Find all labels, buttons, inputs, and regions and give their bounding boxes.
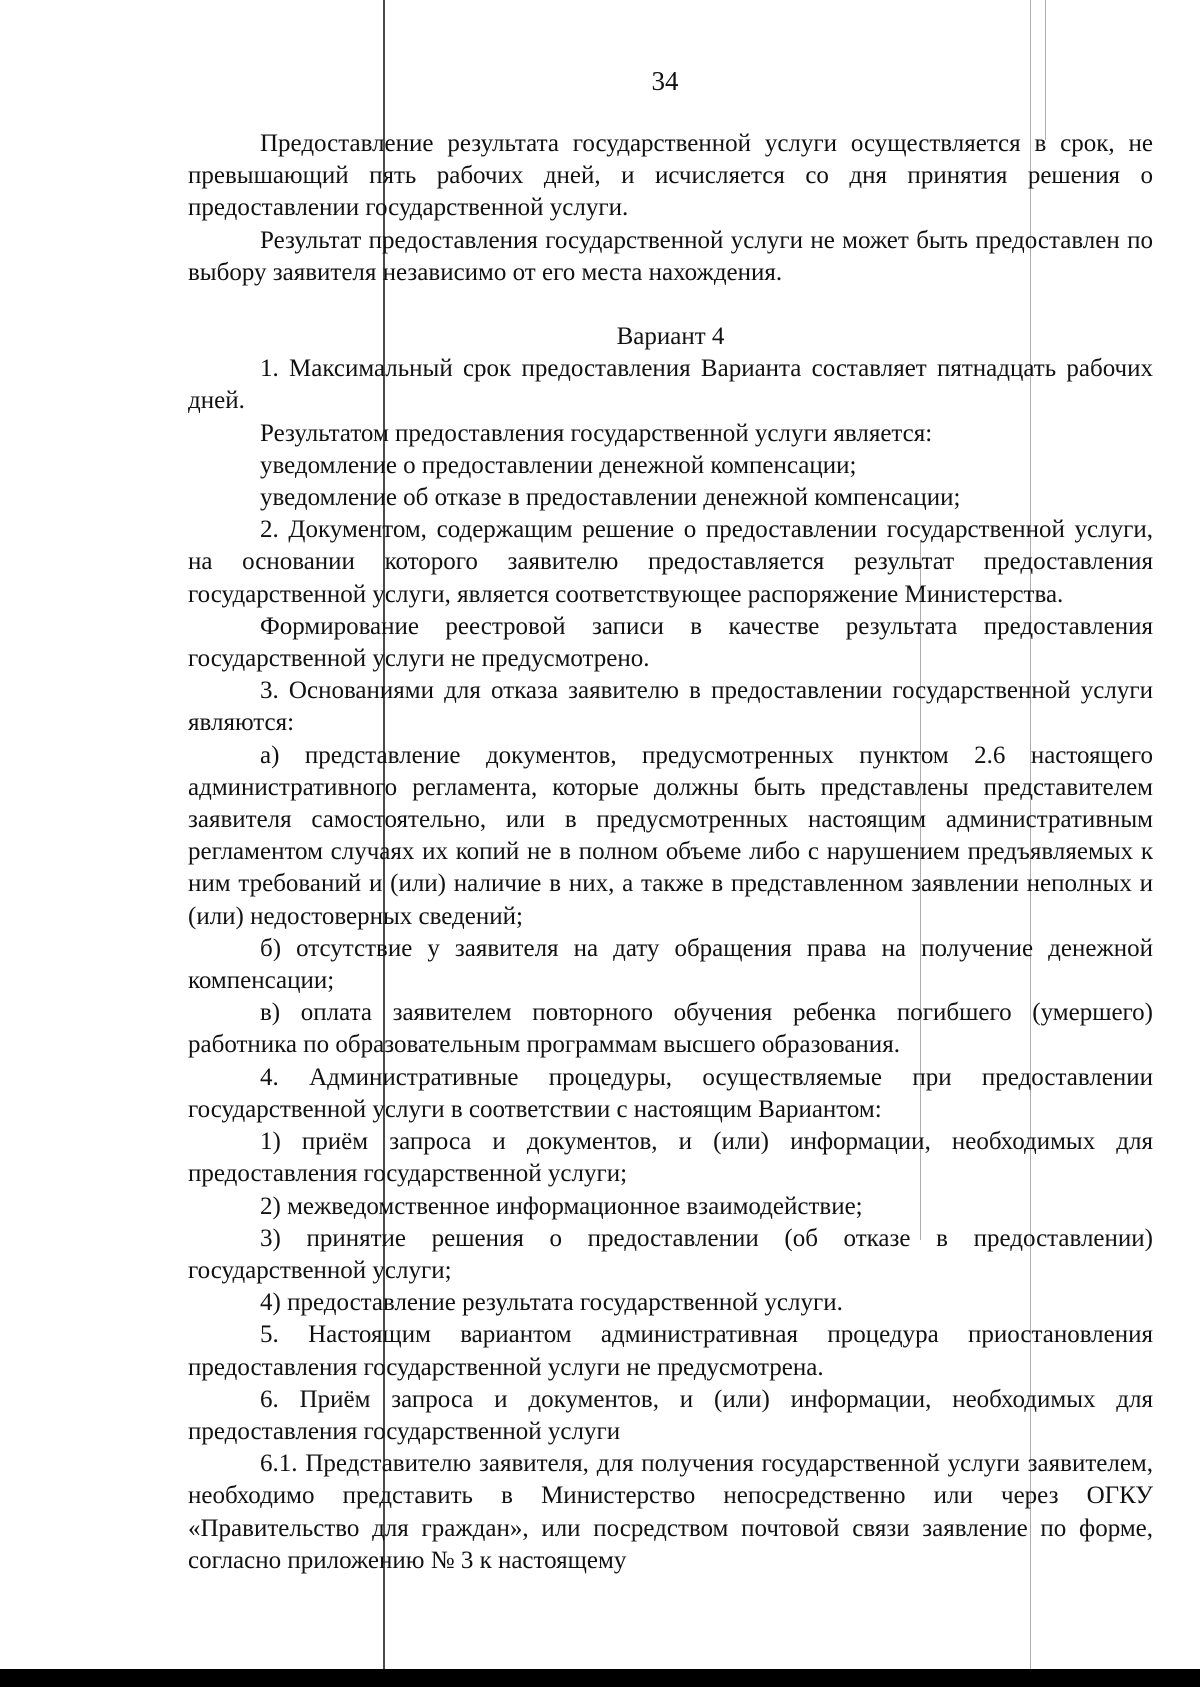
paragraph: 1) приём запроса и документов, и (или) информации, необходимых для предоставления государственной услуги; (188, 1128, 1153, 1188)
paragraph: 3. Основаниями для отказа заявителю в предоставлении государственной услуги являются: (188, 677, 1153, 737)
paragraph: Результат предоставления государственной услуги не может быть предоставлен по выбору заявителя независимо от его места нахождения. (188, 226, 1153, 286)
paragraph: в) оплата заявителем повторного обучения ребенка погибшего (умершего) работника по образовательным программам высшего образования. (188, 999, 1153, 1059)
paragraph: Предоставление результата государственной услуги осуществляется в срок, не превышающий пять рабочих дней, и исчисляется со дня принятия решения о предоставлении государственной услуги. (188, 130, 1153, 222)
paragraph: 1. Максимальный срок предоставления Варианта составляет пятнадцать рабочих дней. (188, 355, 1153, 415)
paragraph: 3) принятие решения о предоставлении (об отказе в предоставлении) государственной услуги; (188, 1224, 1153, 1284)
paragraph: б) отсутствие у заявителя на дату обращения права на получение денежной компенсации; (188, 934, 1153, 995)
paragraph: Результатом предоставления государственной услуги является: (260, 419, 933, 447)
paragraph: 4) предоставление результата государственной услуги. (260, 1289, 843, 1317)
paragraph: 5. Настоящим вариантом административная процедура приостановления предоставления государственной услуги не предусмотрена. (188, 1321, 1153, 1381)
paragraph: 6.1. Представителю заявителя, для получения государственной услуги заявителем, необходимо представить в Министерство непосредственно или через ОГКУ «Правительство для граждан», или посредством почтовой связи заявление по форме, согласно приложению № 3 к настоящему (188, 1450, 1153, 1574)
paragraph: 6. Приём запроса и документов, и (или) информации, необходимых для предоставления государственной услуги (188, 1385, 1153, 1445)
document-body (188, 128, 1153, 1577)
paragraph: уведомление об отказе в предоставлении денежной компенсации; (260, 484, 961, 512)
paragraph: а) представление документов, предусмотренных пунктом 2.6 настоящего административного регламента, которые должны быть представлены представителем заявителя самостоятельно, или в предусмотренных настоящим административным регламентом случаях их копий не в полном объеме либо с нарушением предъявляемых к ним требований и (или) наличие в них, а также в представленном заявлении неполных и (или) недостоверных сведений; (188, 741, 1153, 930)
paragraph: уведомление о предоставлении денежной компенсации; (260, 451, 857, 479)
scan-bottom-edge (0, 1669, 1200, 1687)
paragraph: 2. Документом, содержащим решение о предоставлении государственной услуги, на основании которого заявителю предоставляется результат предоставления государственной услуги, является соответствующее распоряжение Министерства. (188, 516, 1153, 608)
paragraph: 2) межведомственное информационное взаимодействие; (260, 1192, 863, 1220)
paragraph: 4. Административные процедуры, осуществляемые при предоставлении государственной услуги в соответствии с настоящим Вариантом: (188, 1063, 1153, 1123)
page-number: 34 (651, 66, 679, 96)
paragraph: Формирование реестровой записи в качестве результата предоставления государственной услуги не предусмотрено. (188, 612, 1153, 673)
section-heading: Вариант 4 (616, 323, 725, 351)
